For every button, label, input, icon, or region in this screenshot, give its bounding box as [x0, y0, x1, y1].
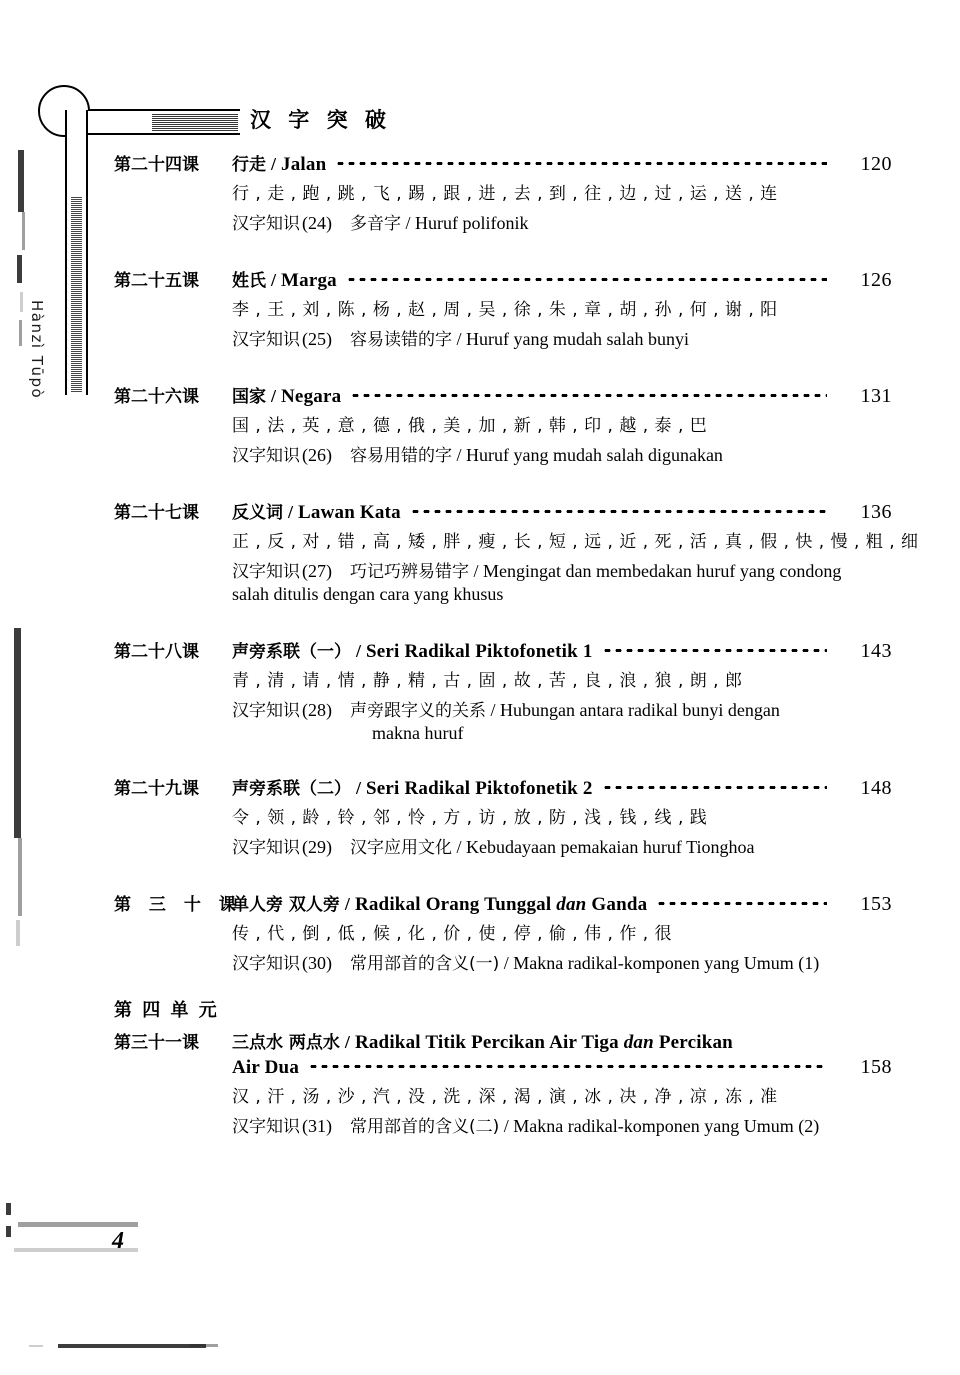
table-of-contents — [0, 150, 960, 1143]
note-number: (25) — [302, 329, 332, 349]
note-label: 汉字知识 — [232, 954, 300, 974]
note-topic-zh: 声旁跟字义的关系 — [350, 701, 486, 721]
lesson-title-zh: 声旁系联（一） — [232, 642, 351, 662]
lesson-title-id — [355, 1032, 733, 1054]
note-label: 汉字知识 — [232, 330, 300, 350]
title-id-italic-part: dan — [556, 894, 587, 915]
lesson-title-zh: 姓氏 — [232, 271, 266, 291]
lesson-number: 第三十一课 — [114, 1033, 199, 1053]
lesson-title-id-continuation: Air Dua — [232, 1057, 300, 1078]
title-separator: / — [288, 502, 294, 522]
title-separator: / — [344, 1032, 350, 1052]
side-title-vertical: Hànzì Tūpò — [28, 300, 46, 400]
note-topic-zh: 巧记巧辨易错字 — [350, 562, 469, 582]
toc-entry[interactable] — [0, 150, 960, 234]
character-list: 正 , 反 , 对 , 错 , 高 , 矮 , 胖 , 瘦 , 长 , 短 , 远 , 近 , 死 , 活 , 真 , 假 , 快 , 慢 , 粗 , 细 — [232, 532, 919, 552]
title-separator: / — [356, 778, 362, 798]
knowledge-note — [0, 696, 960, 721]
lesson-title-id — [355, 894, 647, 916]
toc-entry[interactable] — [0, 498, 960, 605]
note-topic-id: / Huruf yang mudah salah bunyi — [456, 329, 689, 349]
title-id-part: Ganda — [586, 894, 648, 915]
note-topic-id: / Makna radikal-komponen yang Umum (1) — [503, 953, 820, 973]
title-id-italic-part: dan — [623, 1032, 654, 1053]
note-topic-id: / Huruf polifonik — [405, 213, 529, 233]
ornament-horizontal-bar-texture — [152, 114, 238, 131]
lesson-title-zh: 反义词 — [232, 503, 283, 523]
page-number[interactable]: 131 — [860, 385, 892, 407]
note-topic-id: / Makna radikal-komponen yang Umum (2) — [503, 1116, 820, 1136]
note-number: (26) — [302, 445, 332, 465]
title-id-part: Percikan — [653, 1032, 733, 1053]
page-number[interactable]: 148 — [860, 777, 892, 799]
page-number[interactable]: 120 — [860, 153, 892, 175]
lesson-number: 第二十九课 — [114, 779, 199, 799]
page-number[interactable]: 153 — [860, 893, 892, 915]
scan-artifact — [190, 1344, 218, 1347]
note-number: (24) — [302, 213, 332, 233]
page-number[interactable]: 126 — [860, 269, 892, 291]
running-head: 汉 字 突 破 — [250, 108, 391, 132]
toc-entry-title-row — [0, 498, 960, 524]
character-list: 国 , 法 , 英 , 意 , 德 , 俄 , 美 , 加 , 新 , 韩 , 印 , 越 , 泰 , 巴 — [232, 416, 708, 436]
note-label: 汉字知识 — [232, 1117, 300, 1137]
note-label: 汉字知识 — [232, 446, 300, 466]
scan-artifact — [6, 1203, 11, 1215]
note-number: (27) — [302, 561, 332, 581]
lesson-number: 第 三 十 课 — [114, 895, 242, 915]
toc-entry-title-row — [0, 1028, 960, 1054]
dot-leader — [346, 270, 827, 286]
note-number: (28) — [302, 700, 332, 720]
character-list: 李 , 王 , 刘 , 陈 , 杨 , 赵 , 周 , 吴 , 徐 , 朱 , 章 , 胡 , 孙 , 何 , 谢 , 阳 — [232, 300, 778, 320]
unit-heading: 第 四 单 元 — [114, 1000, 219, 1021]
title-separator: / — [271, 270, 277, 290]
knowledge-note — [0, 325, 960, 350]
note-topic-id: / Hubungan antara radikal bunyi dengan — [490, 700, 780, 720]
character-list: 汉 , 汗 , 汤 , 沙 , 汽 , 没 , 洗 , 深 , 渴 , 演 , 冰 , 决 , 净 , 凉 , 冻 , 准 — [232, 1087, 778, 1107]
character-list: 令 , 领 , 龄 , 铃 , 邻 , 怜 , 方 , 访 , 放 , 防 , 浅 , 钱 , 线 , 践 — [232, 808, 708, 828]
lesson-title-zh: 行走 — [232, 155, 266, 175]
toc-entry[interactable] — [0, 890, 960, 974]
note-topic-zh: 常用部首的含义(一) — [350, 954, 500, 974]
dot-leader — [350, 386, 827, 402]
dot-leader — [656, 894, 827, 910]
toc-entry-title-continuation-row — [0, 1056, 960, 1079]
knowledge-note — [0, 557, 960, 582]
note-label: 汉字知识 — [232, 214, 300, 234]
dot-leader — [410, 502, 827, 518]
toc-entry-title-row — [0, 150, 960, 176]
lesson-title-zh: 三点水 两点水 — [232, 1033, 340, 1053]
toc-entry[interactable] — [0, 1028, 960, 1137]
dot-leader — [335, 154, 827, 170]
lesson-title-zh: 单人旁 双人旁 — [232, 895, 340, 915]
dot-leader — [308, 1057, 827, 1073]
scan-artifact — [133, 1345, 191, 1348]
character-list: 传 , 代 , 倒 , 低 , 候 , 化 , 价 , 使 , 停 , 偷 , 伟 , 作 , 很 — [232, 924, 673, 944]
note-topic-zh: 容易读错的字 — [350, 330, 452, 350]
toc-entry-title-row — [0, 890, 960, 916]
toc-entry[interactable] — [0, 774, 960, 858]
toc-entry-title-row — [0, 266, 960, 292]
toc-entry[interactable] — [0, 266, 960, 350]
lesson-title-id: Lawan Kata — [298, 502, 401, 523]
page-number[interactable]: 158 — [860, 1056, 892, 1078]
lesson-title-id: Negara — [281, 386, 342, 407]
note-topic-id: / Huruf yang mudah salah digunakan — [456, 445, 723, 465]
lesson-title-id: Seri Radikal Piktofonetik 1 — [366, 641, 593, 662]
title-separator: / — [356, 641, 362, 661]
scan-artifact — [29, 1345, 43, 1347]
lesson-title-id: Marga — [281, 270, 337, 291]
dot-leader — [602, 641, 827, 657]
toc-entry-title-row — [0, 774, 960, 800]
lesson-number: 第二十八课 — [114, 642, 199, 662]
note-topic-id: / Mengingat dan membedakan huruf yang condong — [473, 561, 842, 581]
scan-artifact — [6, 1226, 11, 1237]
lesson-number: 第二十七课 — [114, 503, 199, 523]
knowledge-note — [0, 441, 960, 466]
knowledge-note — [0, 949, 960, 974]
knowledge-note-continuation: makna huruf — [372, 723, 464, 743]
note-label: 汉字知识 — [232, 701, 300, 721]
toc-entry-title-row — [0, 637, 960, 663]
lesson-number: 第二十五课 — [114, 271, 199, 291]
lesson-title-zh: 声旁系联（二） — [232, 779, 351, 799]
title-id-part: Radikal Titik Percikan Air Tiga — [354, 1032, 624, 1053]
note-topic-id: / Kebudayaan pemakaian huruf Tionghoa — [456, 837, 755, 857]
page-number[interactable]: 143 — [860, 640, 892, 662]
toc-entry[interactable] — [0, 382, 960, 466]
note-number: (29) — [302, 837, 332, 857]
scan-artifact — [18, 1222, 138, 1227]
toc-entry-title-row — [0, 382, 960, 408]
note-topic-zh: 多音字 — [350, 214, 401, 234]
note-topic-zh: 汉字应用文化 — [350, 838, 452, 858]
toc-entry[interactable] — [0, 637, 960, 744]
title-separator: / — [271, 154, 277, 174]
title-separator: / — [271, 386, 277, 406]
lesson-title-id: Jalan — [281, 154, 327, 175]
page-number[interactable]: 136 — [860, 501, 892, 523]
lesson-title-zh: 国家 — [232, 387, 266, 407]
note-topic-zh: 常用部首的含义(二) — [350, 1117, 500, 1137]
knowledge-note — [0, 209, 960, 234]
knowledge-note-continuation: salah ditulis dengan cara yang khusus — [232, 584, 504, 604]
folio-page-number: 4 — [112, 1228, 124, 1254]
character-list: 青 , 清 , 请 , 情 , 静 , 精 , 古 , 固 , 故 , 苦 , 良 , 浪 , 狼 , 朗 , 郎 — [232, 671, 743, 691]
knowledge-note — [0, 833, 960, 858]
lesson-number: 第二十六课 — [114, 387, 199, 407]
note-number: (31) — [302, 1116, 332, 1136]
character-list: 行 , 走 , 跑 , 跳 , 飞 , 踢 , 跟 , 进 , 去 , 到 , 往 , 边 , 过 , 运 , 送 , 连 — [232, 184, 778, 204]
note-label: 汉字知识 — [232, 838, 300, 858]
note-label: 汉字知识 — [232, 562, 300, 582]
lesson-number: 第二十四课 — [114, 155, 199, 175]
note-topic-zh: 容易用错的字 — [350, 446, 452, 466]
title-id-part: Radikal Orang Tunggal — [354, 894, 557, 915]
dot-leader — [602, 778, 827, 794]
knowledge-note — [0, 1112, 960, 1137]
note-number: (30) — [302, 953, 332, 973]
lesson-title-id: Seri Radikal Piktofonetik 2 — [366, 778, 593, 799]
title-separator: / — [344, 894, 350, 914]
